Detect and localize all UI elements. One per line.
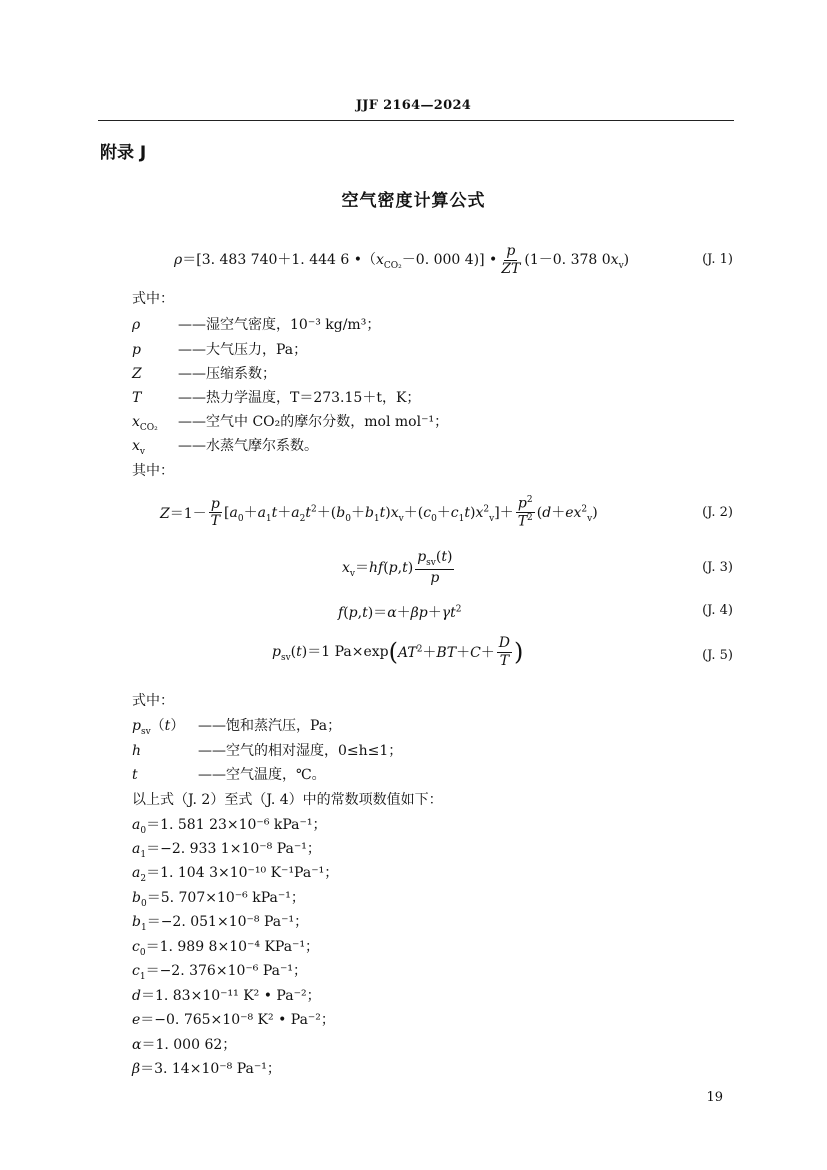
equation-j1: ρ＝[3. 483 740＋1. 444 6 $•(x_{CO_2}-0$. 000 4)] • $\frac{p}{ZT}$ (1－0. 378 $0x_v$)	[174, 243, 630, 277]
equation-number-j1: (J. 1)	[702, 252, 733, 267]
constant-e: e＝−0. 765×10⁻⁸ K² • Pa⁻²；	[132, 1012, 335, 1028]
constant-b0: $b_0=5$. 707×10⁻⁶ kPa⁻¹；	[132, 890, 305, 909]
constant-d: d＝1. 83×10⁻¹¹ K² • Pa⁻²；	[132, 988, 321, 1004]
equation-j2: Z＝1－ $\frac{p}{T}$ $[a_0+a_1t+a_2t^2+(b_0+b_1t)x_v+(c_0+c_1t)x^2_v]+$ $\frac{p^2}{T^2}$ $(d+ex^2_v)$	[160, 495, 598, 530]
definition-t-lower: t ——空气温度，℃。	[132, 767, 326, 783]
definition-z: Z ——压缩系数；	[132, 366, 276, 382]
page-title: 空气密度计算公式	[341, 191, 486, 211]
equation-number-j4: (J. 4)	[702, 603, 733, 618]
equation-number-j5: (J. 5)	[702, 648, 733, 663]
constant-a1: $a_1=-2$. 933 1×10⁻⁸ Pa⁻¹；	[132, 841, 321, 860]
among-heading: 其中：	[132, 463, 174, 479]
definition-xco2: $x_{CO_2}$ ——空气中 CO₂的摩尔分数，mol mol⁻¹；	[132, 414, 449, 433]
constant-beta: β＝3. 14×10⁻⁸ Pa⁻¹；	[132, 1061, 281, 1077]
constant-a0: $a_0=1$. 581 23×10⁻⁶ kPa⁻¹；	[132, 817, 327, 836]
equation-j4: $f(p,t)=\alpha+\beta p+\gamma t^2$	[338, 604, 462, 621]
equation-number-j3: (J. 3)	[702, 560, 733, 575]
header-rule	[98, 120, 734, 121]
definition-xv: $x_v$ ——水蒸气摩尔系数。	[132, 438, 318, 457]
running-header: JJF 2164—2024	[355, 98, 472, 113]
constant-alpha: α＝1. 000 62；	[132, 1037, 237, 1053]
constant-b1: $b_1=-2$. 051×10⁻⁸ Pa⁻¹；	[132, 914, 309, 933]
where-heading-2: 式中：	[132, 693, 174, 709]
page-number: 19	[706, 1090, 723, 1105]
definition-t: T ——热力学温度，T＝273.15＋t，K；	[132, 390, 421, 406]
definition-psv: $p_{sv}(t)$ ——饱和蒸汽压，Pa；	[132, 718, 342, 737]
definition-h: h ——空气的相对湿度，0≤h≤1；	[132, 743, 403, 759]
equation-number-j2: (J. 2)	[702, 505, 733, 520]
definition-p: p ——大气压力，Pa；	[132, 342, 308, 358]
where-heading: 式中：	[132, 291, 174, 307]
equation-j3: $x_v=hf(p,t)$ $\frac{p_{sv}(t)}{p}$	[342, 549, 453, 587]
constants-intro: 以上式（J. 2）至式（J. 4）中的常数项数值如下：	[132, 792, 443, 808]
equation-j5: $p_{sv}(t)=1$ Pa×exp ( $AT^2+BT+C+$ $\frac{D}{T}$ )	[272, 635, 524, 669]
definition-rho: ρ ——湿空气密度，10⁻³ kg/m³；	[132, 317, 381, 333]
constant-a2: $a_2=1$. 104 3×10⁻¹⁰ K⁻¹Pa⁻¹；	[132, 865, 339, 884]
constant-c1: $c_1=-2$. 376×10⁻⁶ Pa⁻¹；	[132, 963, 307, 982]
appendix-label: 附录 J	[100, 143, 147, 163]
constant-c0: $c_0=1$. 989 8×10⁻⁴ KPa⁻¹；	[132, 939, 320, 958]
